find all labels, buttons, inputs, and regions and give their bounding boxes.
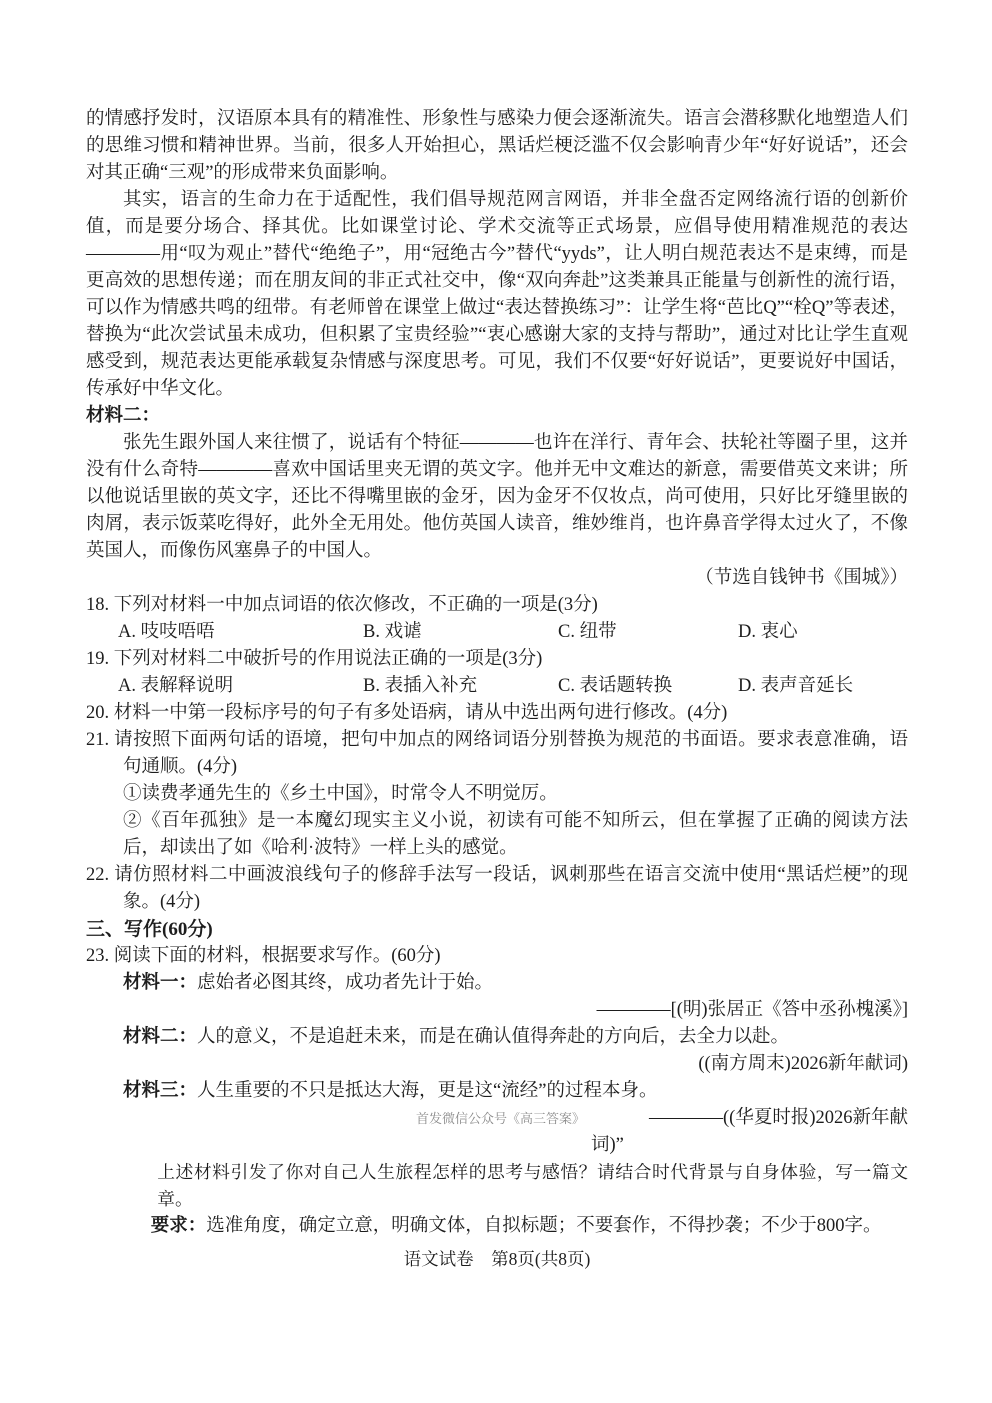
material2-paragraph: 张先生跟外国人来往惯了，说话有个特征————也许在洋行、青年会、扶轮社等圈子里，这并没有什么奇特————喜欢中国话里夹无谓的英文字。他并无中文难达的新意，需要借英文来讲；所以他说话里嵌的英文字，还比不得嘴里嵌的金牙，因为金牙不仅妆点，尚可使用，只好比牙缝里嵌的肉屑，表示饭菜吃得好，此外全无用处。他仿英国人读音，维妙维肖，也许鼻音学得太过火了，不像英国人，而像伤风塞鼻子的中国人。 xyxy=(86,433,908,561)
writing-requirements-text: 选准角度，确定立意，明确文体，自拟标题；不要套作，不得抄袭；不少于800字。 xyxy=(206,1216,882,1236)
question-19-option-b: B. 表插入补充 xyxy=(363,676,478,696)
writing-material-3-text: 人生重要的不只是抵达大海，更是这“流经”的过程本身。 xyxy=(197,1081,658,1101)
writing-material-3-source: ————((华夏时报)2026新年献 xyxy=(649,1108,908,1128)
writing-material-2 xyxy=(86,1024,908,1051)
section-title-writing: 三、写作(60分) xyxy=(86,919,213,940)
question-18-option-b: B. 戏谑 xyxy=(363,622,422,642)
question-20-stem xyxy=(86,700,908,727)
writing-material-1 xyxy=(86,970,908,997)
question-18-number: 18. xyxy=(86,595,110,615)
question-21-item-2: ②《百年孤独》是一本魔幻现实主义小说，初读有可能不知所云，但在掌握了正确的阅读方法后，却读出了如《哈利·波特》一样上头的感觉。 xyxy=(123,811,908,858)
writing-requirements-label: 要求： xyxy=(150,1216,207,1236)
question-19-option-c: C. 表话题转换 xyxy=(558,676,673,696)
question-19-number: 19. xyxy=(86,649,110,669)
question-18-option-a: A. 吱吱唔唔 xyxy=(118,622,215,642)
question-23-number: 23. xyxy=(86,946,110,966)
writing-material-3-label: 材料三： xyxy=(123,1081,198,1101)
question-22-text: 请仿照材料二中画波浪线句子的修辞手法写一段话，讽刺那些在语言交流中使用“黑话烂梗”的现象。(4分) xyxy=(114,865,908,912)
writing-requirements xyxy=(86,1213,908,1240)
question-22-number: 22. xyxy=(86,865,110,885)
writing-prompt: 上述材料引发了你对自己人生旅程怎样的思考与感悟？请结合时代背景与自身体验，写一篇文章。 xyxy=(157,1162,908,1209)
material2-source: （节选自钱钟书《围城》） xyxy=(695,568,908,588)
question-21-item-1: ①读费孝通先生的《乡土中国》，时常令人不明觉厉。 xyxy=(123,784,558,804)
writing-material-1-label: 材料一： xyxy=(123,973,198,993)
writing-material-2-source: ((南方周末)2026新年献词) xyxy=(698,1054,908,1074)
question-18-text: 下列对材料一中加点词语的依次修改，不正确的一项是(3分) xyxy=(113,595,598,615)
question-18 xyxy=(86,592,908,646)
question-18-options xyxy=(86,619,908,646)
writing-material-2-text: 人的意义，不是追赶未来，而是在确认值得奔赴的方向后，去全力以赴。 xyxy=(197,1027,790,1047)
material1-paragraph-continuation: 的情感抒发时，汉语原本具有的精准性、形象性与感染力便会逐渐流失。语言会潜移默化地塑造人们的思维习惯和精神世界。当前，很多人开始担心，黑话烂梗泛滥不仅会影响青少年“好好说话”，还会对其正确“三观”的形成带来负面影响。 xyxy=(86,109,908,183)
question-21-number: 21. xyxy=(86,730,110,750)
question-23-intro xyxy=(86,943,908,970)
question-18-stem xyxy=(86,592,908,619)
writing-material-3-source-row xyxy=(86,1105,908,1132)
page-content xyxy=(86,106,908,1273)
question-18-option-c: C. 纽带 xyxy=(558,622,617,642)
writing-material-1-text: 虑始者必图其终，成功者先计于始。 xyxy=(197,973,494,993)
question-19-option-d: D. 表声音延长 xyxy=(738,676,854,696)
question-23-text: 阅读下面的材料，根据要求写作。(60分) xyxy=(113,946,441,966)
writing-material-1-source: ————[(明)张居正《答中丞孙槐溪》] xyxy=(596,1000,908,1020)
question-19-option-a: A. 表解释说明 xyxy=(118,676,234,696)
question-20-text: 材料一中第一段标序号的句子有多处语病，请从中选出两句进行修改。(4分) xyxy=(113,703,728,723)
question-19-stem xyxy=(86,646,908,673)
question-19-text: 下列对材料二中破折号的作用说法正确的一项是(3分) xyxy=(113,649,543,669)
question-20-number: 20. xyxy=(86,703,110,723)
watermark-text: 首发微信公众号《高三答案》 xyxy=(416,1111,586,1126)
writing-material-3-source-wrap: 词)” xyxy=(591,1135,624,1155)
question-19 xyxy=(86,646,908,700)
writing-material-2-label: 材料二： xyxy=(123,1027,198,1047)
question-22-stem xyxy=(86,862,908,916)
page-footer: 语文试卷 第8页(共8页) xyxy=(403,1249,591,1269)
question-19-options xyxy=(86,673,908,700)
writing-material-3 xyxy=(86,1078,908,1105)
question-21 xyxy=(86,727,908,862)
question-18-option-d: D. 衷心 xyxy=(738,622,798,642)
material2-heading: 材料二： xyxy=(86,406,161,426)
question-21-text: 请按照下面两句话的语境，把句中加点的网络词语分别替换为规范的书面语。要求表意准确，语句通顺。(4分) xyxy=(114,730,908,777)
question-21-stem xyxy=(86,727,908,781)
material1-paragraph-2: 其实，语言的生命力在于适配性，我们倡导规范网言网语，并非全盘否定网络流行语的创新价值，而是要分场合、择其优。比如课堂讨论、学术交流等正式场景，应倡导使用精准规范的表达————用“叹为观止”替代“绝绝子”，用“冠绝古今”替代“yyds”，让人明白规范表达不是束缚，而是更高效的思想传递；而在朋友间的非正式社交中，像“双向奔赴”这类兼具正能量与创新性的流行语，可以作为情感共鸣的纽带。有老师曾在课堂上做过“表达替换练习”：让学生将“芭比Q”“栓Q”等表述，替换为“此次尝试虽未成功，但积累了宝贵经验”“衷心感谢大家的支持与帮助”，通过对比让学生直观感受到，规范表达更能承载复杂情感与深度思考。可见，我们不仅要“好好说话”，更要说好中国话，传承好中华文化。 xyxy=(86,190,908,399)
